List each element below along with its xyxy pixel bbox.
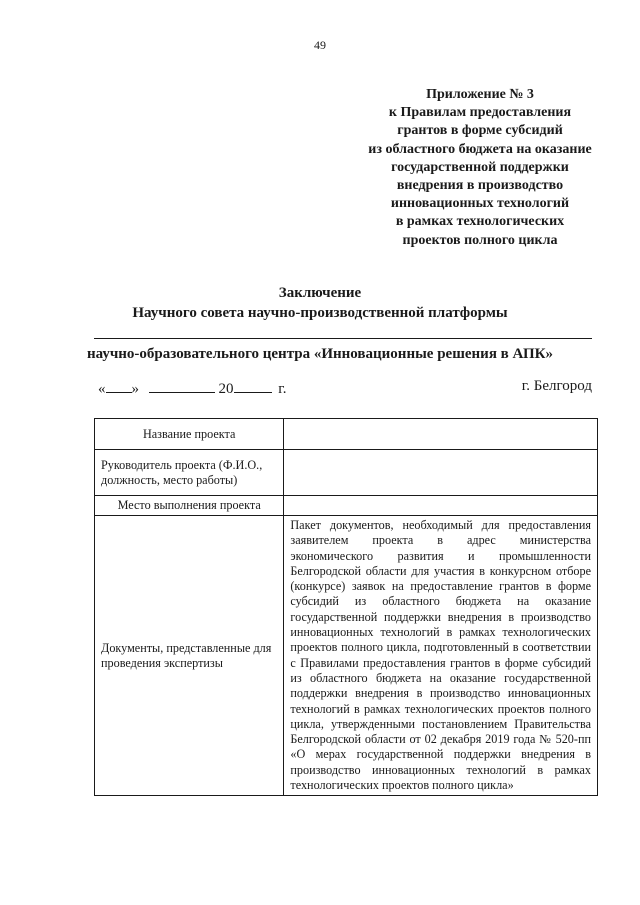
- location-label: Место выполнения проекта: [95, 496, 284, 516]
- documents-value: Пакет документов, необходимый для предоставления заявителем проекта в адрес министерства экономического развития и промышленности Белгородской области для участия в конкурсном отборе (конкурсе) заявок на предоставление грантов в форме субсидий из областного бюджета на оказание государственной поддержки внедрения в производство инновационных технологий в рамках технологических проектов полного цикла, подготовленный в соответствии с Правилами предоставления грантов в форме субсидий из областного бюджета на оказание государственной поддержки внедрения в производство инновационных технологий в рамках технологических проектов полного цикла, утвержденными постановлением Правительства Белгородской области от 02 декабря 2019 года № 520-пп «О мерах государственной поддержки внедрения в производство инновационных технологий в рамках технологических проектов полного цикла»: [284, 516, 598, 796]
- appendix-line: к Правилам предоставления: [388, 105, 572, 121]
- leader-value: [284, 450, 598, 496]
- leader-label: Руководитель проекта (Ф.И.О., должность, место работы): [95, 450, 284, 496]
- appendix-line: грантов в форме субсидий: [397, 123, 563, 139]
- divider: [94, 338, 592, 339]
- day-blank: [106, 378, 132, 393]
- center-name: научно-образовательного центра «Инновационные решения в АПК»: [86, 346, 554, 362]
- month-blank: [149, 378, 215, 393]
- table-row: [95, 419, 598, 450]
- table-row: [95, 516, 598, 796]
- year-prefix: 20: [218, 381, 234, 397]
- project-name-value: [284, 419, 598, 450]
- appendix-line: государственной поддержки: [391, 159, 569, 175]
- table-row: [95, 496, 598, 516]
- appendix-line: инновационных технологий: [390, 196, 570, 212]
- table-row: [95, 450, 598, 496]
- document-title: Заключение: [278, 285, 362, 301]
- project-table: [94, 418, 598, 796]
- appendix-line: из областного бюджета на оказание: [368, 141, 592, 157]
- project-name-label: Название проекта: [95, 419, 284, 450]
- appendix-heading: [330, 86, 630, 250]
- city: г. Белгород: [521, 378, 592, 394]
- year-blank: [234, 378, 272, 393]
- page-number: 49: [314, 38, 326, 52]
- appendix-line: Приложение № 3: [426, 87, 534, 102]
- document-subtitle: Научного совета научно-производственной платформы: [132, 305, 508, 321]
- date-open-quote: «: [98, 381, 106, 397]
- appendix-line: в рамках технологических: [395, 214, 565, 230]
- documents-label: Документы, представленные для проведения экспертизы: [95, 516, 284, 796]
- date-close-quote: »: [131, 381, 139, 397]
- appendix-line: проектов полного цикла: [402, 232, 558, 248]
- date-field: [98, 378, 286, 398]
- location-value: [284, 496, 598, 516]
- appendix-line: внедрения в производство: [396, 178, 564, 194]
- year-suffix: г.: [278, 381, 287, 397]
